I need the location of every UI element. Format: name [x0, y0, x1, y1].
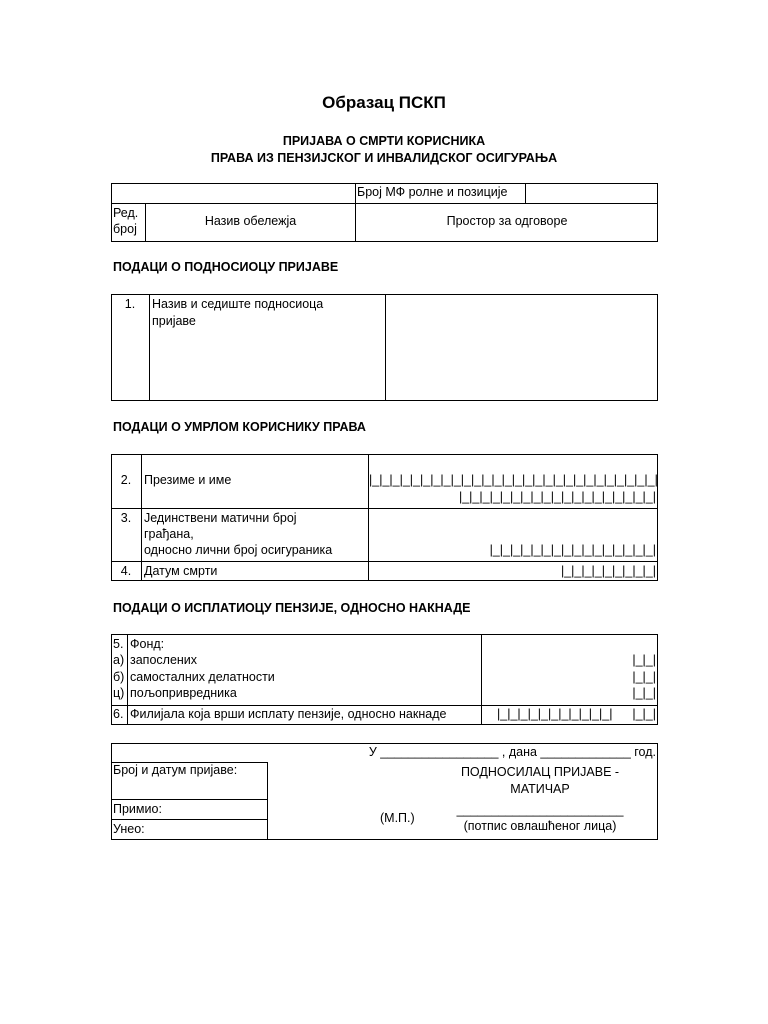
- fund-c-field[interactable]: |_|_|: [632, 686, 656, 700]
- entered-label: Унео:: [113, 822, 145, 836]
- branch-check-field[interactable]: |_|_|: [632, 707, 656, 721]
- date-of-death-field[interactable]: |_|_|_|_|_|_|_|_|_|: [560, 564, 656, 578]
- fund-a-field[interactable]: |_|_|: [632, 653, 656, 667]
- row3-label-line3: односно лични број осигураника: [144, 543, 333, 557]
- section3-heading: ПОДАЦИ О ИСПЛАТИОЦУ ПЕНЗИЈЕ, ОДНОСНО НАКНАДЕ: [113, 601, 471, 615]
- branch-label: Филијала која врши исплату пензије, односно накнаде: [130, 707, 447, 721]
- row4-label: Датум смрти: [144, 564, 218, 578]
- surname-name-field[interactable]: |_|_|_|_|_|_|_|_|_|_|_|_|_|_|_|_|_|_|_|_|_|_|_|_|_|_|_|_|: [369, 473, 658, 487]
- fund-a-label: запослених: [130, 653, 198, 667]
- fund-b-letter: б): [113, 670, 125, 684]
- fund-b-field[interactable]: |_|_|: [632, 670, 656, 684]
- row3-label-line1: Јединствени матични број: [144, 511, 297, 525]
- row1-label-line1: Назив и седиште подносиоца: [152, 297, 324, 311]
- row6-number: 6.: [113, 707, 124, 721]
- surname-name-field-line2[interactable]: |_|_|_|_|_|_|_|_|_|_|_|_|_|_|_|_|_|_|_|: [458, 490, 656, 504]
- row5-number: 5.: [113, 637, 124, 651]
- fund-c-label: пољопривредника: [130, 686, 237, 700]
- section2-heading: ПОДАЦИ О УМРЛОМ КОРИСНИКУ ПРАВА: [113, 420, 366, 434]
- col-name-header: Назив обележја: [204, 214, 297, 228]
- row3-label-line2: грађана,: [144, 527, 194, 541]
- submitter-title-line2: МАТИЧАР: [510, 782, 570, 796]
- fund-b-label: самосталних делатности: [130, 670, 275, 684]
- submitter-title-line1: ПОДНОСИЛАЦ ПРИЈАВЕ -: [460, 765, 620, 779]
- row1-answer-field[interactable]: [387, 296, 656, 399]
- jmbg-field[interactable]: |_|_|_|_|_|_|_|_|_|_|_|_|_|_|_|_|: [489, 543, 656, 557]
- row3-number: 3.: [120, 511, 132, 525]
- row4-number: 4.: [120, 564, 132, 578]
- form-title: Образац ПСКП: [322, 93, 446, 112]
- row2-number: 2.: [120, 473, 132, 487]
- number-date-label: Број и датум пријаве:: [113, 763, 238, 777]
- col-rb-line2: број: [113, 222, 137, 236]
- fund-c-letter: ц): [113, 686, 125, 700]
- col-rb-line1: Ред.: [113, 206, 139, 220]
- branch-code-field[interactable]: |_|_|_|_|_|_|_|_|_|_|_|: [497, 707, 613, 721]
- mf-roll-label: Број МФ ролне и позиције: [357, 185, 508, 199]
- signature-label: (потпис овлашћеног лица): [463, 819, 617, 833]
- section1-heading: ПОДАЦИ О ПОДНОСИОЦУ ПРИЈАВЕ: [113, 260, 339, 274]
- signature-line[interactable]: ________________________: [456, 803, 624, 817]
- row1-label-line2: пријаве: [152, 314, 196, 328]
- received-label: Примио:: [113, 802, 162, 816]
- col-answer-header: Простор за одговоре: [446, 214, 568, 228]
- fund-label: Фонд:: [130, 637, 165, 651]
- row2-label: Презиме и име: [144, 473, 232, 487]
- place-date-line[interactable]: У _________________ , дана _____________ год.: [368, 745, 656, 759]
- form-subtitle-line1: ПРИЈАВА О СМРТИ КОРИСНИКА: [282, 134, 486, 148]
- row1-number: 1.: [124, 297, 136, 311]
- form-subtitle-line2: ПРАВА ИЗ ПЕНЗИЈСКОГ И ИНВАЛИДСКОГ ОСИГУРАЊА: [210, 151, 558, 165]
- fund-a-letter: а): [113, 653, 125, 667]
- stamp-label: (М.П.): [380, 811, 415, 825]
